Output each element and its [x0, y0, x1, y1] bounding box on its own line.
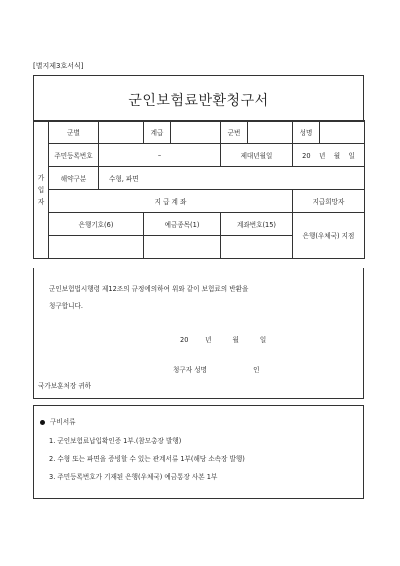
required-docs-section: [33, 405, 364, 499]
title-box: [33, 75, 364, 122]
account-no-field[interactable]: [221, 236, 293, 259]
account-no-label: 계좌번호(15): [221, 213, 293, 236]
resident-no-field[interactable]: –: [99, 144, 221, 167]
doc-item-1: 1. 군인보험료납입확인증 1부.(참모총장 발행): [49, 437, 182, 445]
bullet-icon: [40, 420, 45, 425]
bank-code-label: 은행기호(6): [49, 213, 144, 236]
applicant-side-label: 가 입 자: [34, 121, 49, 259]
deposit-type-field[interactable]: [144, 236, 221, 259]
form-title: 군인보험료반환청구서: [128, 93, 269, 109]
claimant-line: 청구자 성명 인: [173, 366, 260, 374]
discharge-date-label: 제대년월일: [221, 144, 293, 167]
resident-no-label: 주민등록번호: [49, 144, 99, 167]
bank-code-field[interactable]: [49, 236, 144, 259]
name-label: 성명: [293, 121, 320, 144]
statement-section: [33, 268, 364, 399]
service-no-field[interactable]: [248, 121, 293, 144]
addressee: 국가보훈처장 귀하: [38, 382, 92, 390]
doc-item-3: 3. 주민등록번호가 기재된 은행(우체국) 예금통장 사본 1부: [49, 473, 218, 481]
rank-field[interactable]: [171, 121, 221, 144]
name-field[interactable]: [320, 121, 365, 144]
service-no-label: 군번: [221, 121, 248, 144]
statement-line-1: 군인보험법시행령 제12조의 규정에의하여 위와 같이 보험료의 반환을: [49, 285, 249, 293]
cancel-reason-label: 해약구분: [49, 167, 99, 190]
payment-account-header: 지 급 계 좌: [49, 190, 293, 213]
form-number-label: [별지제3호서식]: [33, 62, 84, 70]
payment-desired-header: 지급희망자: [293, 190, 365, 213]
unit-label: 군별: [49, 121, 99, 144]
doc-item-2: 2. 수형 또는 파면을 증빙할 수 있는 관계서류 1부(해당 소속장 발행): [49, 455, 245, 463]
rank-label: 계급: [144, 121, 171, 144]
statement-date: 20 년 월 일: [180, 336, 267, 344]
unit-field[interactable]: [99, 121, 144, 144]
bank-branch-field[interactable]: 은행(우체국) 지점: [293, 213, 365, 259]
discharge-date-field[interactable]: 20 년 월 일: [293, 144, 365, 167]
applicant-table: [33, 120, 365, 259]
deposit-type-label: 예금종목(1): [144, 213, 221, 236]
docs-heading: 구비서류: [40, 416, 75, 426]
statement-line-2: 청구합니다.: [49, 302, 83, 310]
cancel-reason-value: 수형, 파면: [99, 167, 365, 190]
